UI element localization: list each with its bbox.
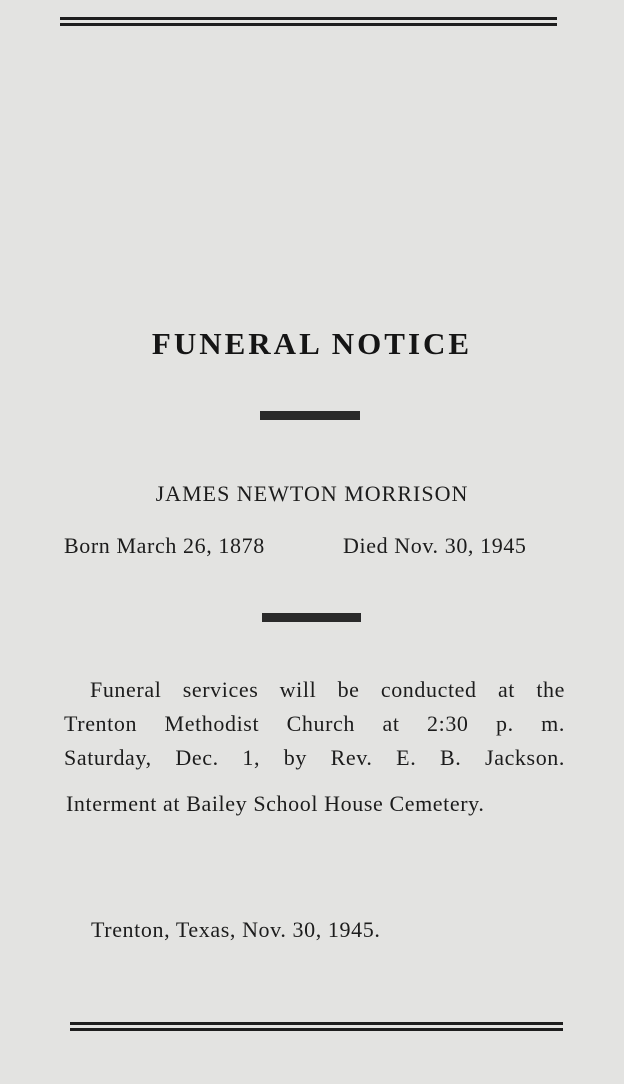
services-line: Saturday, Dec. 1, by Rev. E. B. Jackson. bbox=[64, 745, 565, 770]
bottom-double-rule bbox=[70, 1022, 563, 1031]
services-line: Trenton Methodist Church at 2:30 p. m. bbox=[64, 711, 565, 736]
birth-date: Born March 26, 1878 bbox=[64, 533, 265, 558]
interment-text: Interment at Bailey School House Cemetery. bbox=[66, 791, 485, 816]
services-paragraph bbox=[64, 673, 565, 775]
top-double-rule bbox=[60, 17, 557, 26]
place-and-date: Trenton, Texas, Nov. 30, 1945. bbox=[91, 917, 381, 942]
divider-bar-lower bbox=[262, 613, 361, 622]
divider-bar-upper bbox=[260, 411, 360, 420]
notice-title: FUNERAL NOTICE bbox=[151, 326, 473, 361]
deceased-name: JAMES NEWTON MORRISON bbox=[155, 481, 469, 506]
services-line: Funeral services will be conducted at the bbox=[90, 677, 565, 702]
death-date: Died Nov. 30, 1945 bbox=[343, 533, 527, 558]
